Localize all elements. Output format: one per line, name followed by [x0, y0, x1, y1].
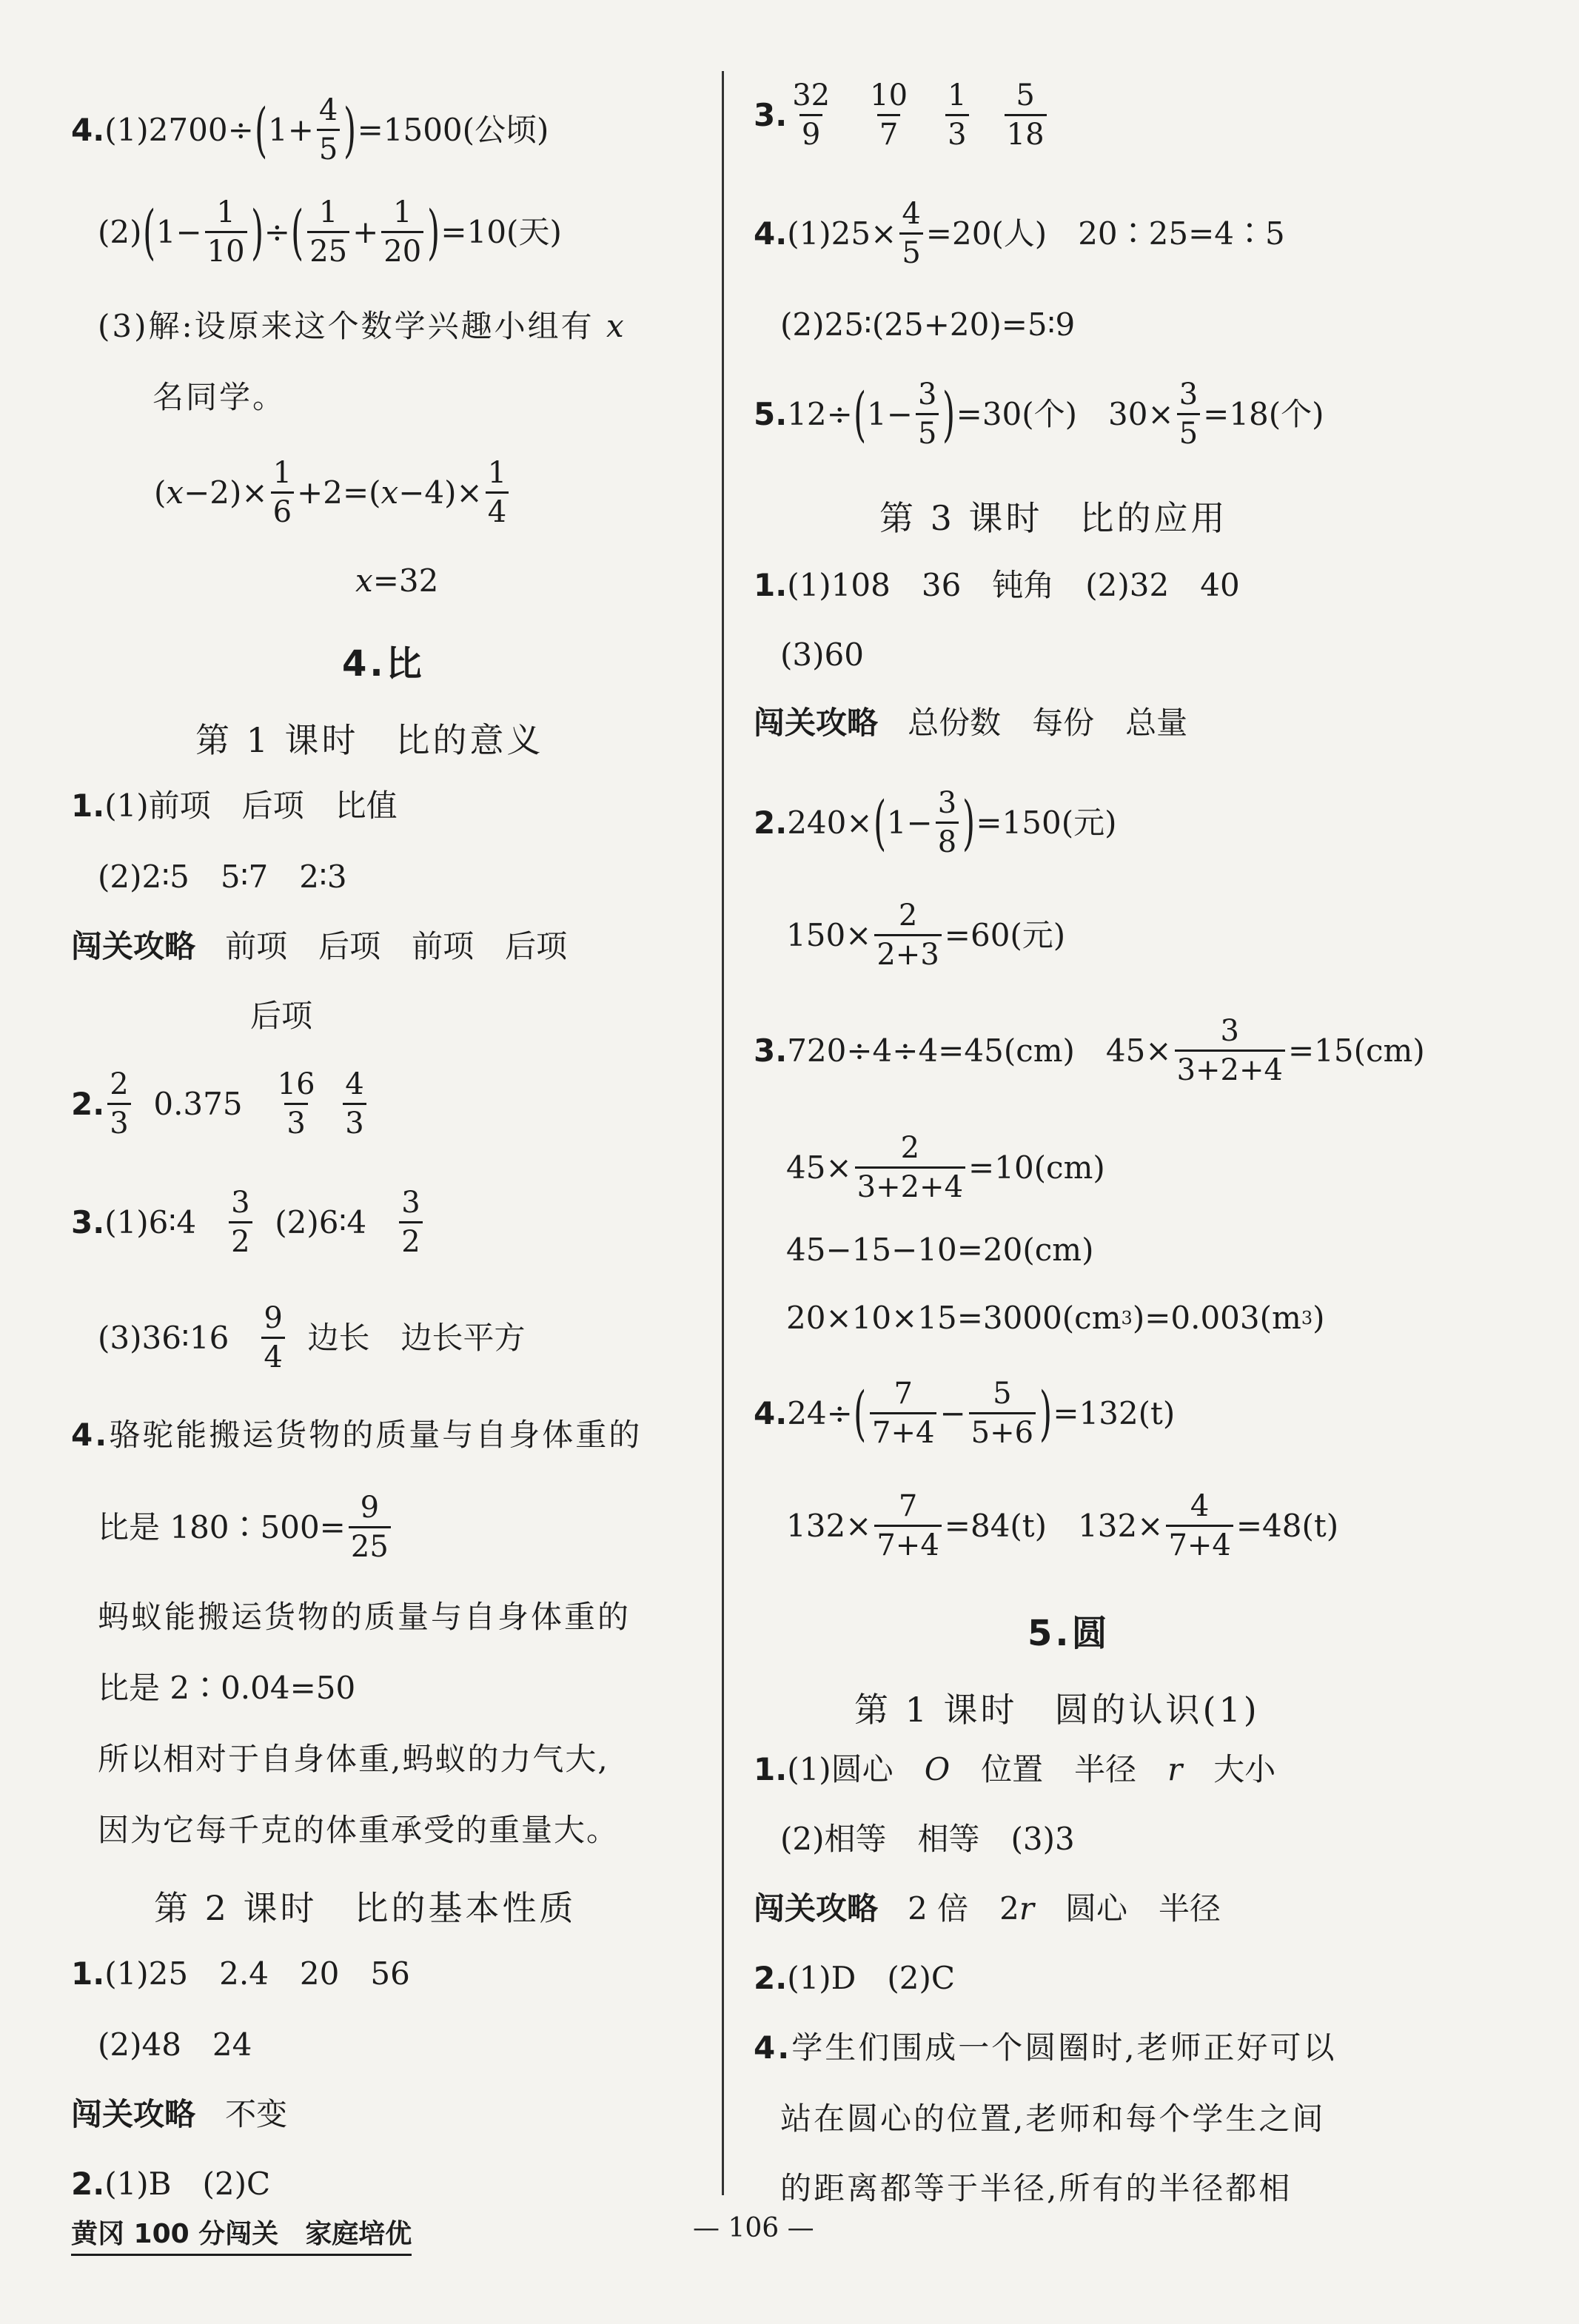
fraction: $\frac{4}{5}$ [899, 198, 922, 269]
l3-question-1-2: (3)60 [780, 637, 864, 673]
l2-question-1-2: (2)48 24 [98, 2026, 252, 2063]
fraction: $\frac{5}{5+6}$ [969, 1378, 1036, 1448]
l1-question-4-line4: 比是 2∶0.04=50 [98, 1670, 356, 1706]
fraction: 1 25 [307, 197, 349, 267]
l1-question-2: 2. 2 3 0.375 16 3 4 3 [71, 1069, 369, 1139]
fraction: 16 3 [277, 1067, 315, 1141]
l3-question-3-line4: 20×10×15=3000(cm 3 )=0.003(m 3 ) [786, 1300, 1325, 1336]
l3-question-3-line2: 45× $\frac{2}{3+2+4}$ =10(cm) [786, 1131, 1105, 1204]
l2-question-2: 2. (1)B (2)C [71, 2166, 271, 2202]
c1-question-4-line2: 站在圆心的位置,老师和每个学生之间 [780, 2100, 1326, 2137]
c1-question-4-line1: 4. 学生们围成一个圆圈时,老师正好可以 [754, 2029, 1337, 2066]
l1-question-4-line5: 所以相对于自身体重,蚂蚁的力气大, [98, 1741, 609, 1777]
answer-3: 3. 32 9 10 7 1 3 5 18 [754, 80, 1050, 150]
fraction: 5 18 [1005, 80, 1047, 150]
l3-question-3: 3. 720÷4÷4=45(cm) 45× $\frac{3}{3+2+4}$ =15(cm) [754, 1014, 1425, 1087]
c1-question-1-2: (2)相等 相等 (3)3 [780, 1821, 1075, 1857]
fraction: $\frac{3}{8}$ [936, 787, 959, 858]
l3-question-3-line3: 45−15−10=20(cm) [786, 1232, 1094, 1268]
lesson-1-title: 第 1 课时 比的意义 [195, 720, 544, 760]
lesson-3-title: 第 3 课时 比的应用 [879, 498, 1228, 538]
l1-question-4-line2: 比是 180∶500= $\frac{9}{25}$ [98, 1492, 394, 1562]
fraction: $\frac{2}{2+3}$ [874, 900, 941, 970]
equation: ( x −2)× $\frac{1}{6}$ +2=( x −4)× $\frac{1}{4}$ [154, 457, 512, 528]
lesson-2-title: 第 2 课时 比的基本性质 [154, 1888, 577, 1928]
fraction: $\frac{9}{25}$ [349, 1492, 391, 1562]
fraction: 1 3 [945, 80, 968, 150]
fraction: $\frac{1}{20}$ [381, 197, 423, 267]
fraction: 32 9 [792, 78, 831, 152]
answer-5: 5. 12÷ ( 1− $\frac{3}{5}$ ) =30(个) 30× $\frac{3}{5}$ =18(个) [754, 377, 1324, 451]
fraction: 10 7 [870, 78, 908, 152]
fraction: $\frac{3}{3+2+4}$ [1175, 1015, 1285, 1086]
answer-4: 4. (1)25× $\frac{4}{5}$ =20(人) 20∶25=4∶5 [754, 197, 1285, 270]
page-footer [71, 2213, 1522, 2257]
fraction: $\frac{4}{7+4}$ [1166, 1491, 1233, 1561]
fraction: 4 3 [343, 1069, 366, 1139]
l1-question-4-line3: 蚂蚁能搬运货物的质量与自身体重的 [98, 1599, 631, 1635]
l3-question-2-line2: 150× $\frac{2}{2+3}$ =60(元) [786, 899, 1066, 972]
l1-question-3: 3. (1)6∶4 3 2 (2)6∶4 3 2 [71, 1187, 426, 1257]
c1-question-2: 2. (1)D (2)C [754, 1960, 955, 1996]
answer-4-1: 4. (1)2700÷ ( 1+ $\frac{4}{5}$ ) =1500(公顷) [71, 93, 549, 167]
l1-question-1-2: (2)2∶5 5∶7 2∶3 [98, 859, 347, 895]
l3-question-1: 1. (1)108 36 钝角 (2)32 40 [754, 567, 1240, 603]
fraction: 9 4 [261, 1303, 284, 1373]
l1-tip-cont: 后项 [250, 998, 313, 1034]
fraction: 3 2 [229, 1187, 252, 1257]
section-title-5: 5.圆 [1027, 1613, 1110, 1654]
answer-4-2: (2)25∶(25+20)=5∶9 [780, 306, 1076, 343]
answer-4-3-line2: 名同学。 [152, 379, 286, 415]
l1-tip: 闯关攻略 前项 后项 前项 后项 [71, 928, 568, 964]
l1-question-1: 1. (1)前项 后项 比值 [71, 787, 398, 824]
l1-question-4-line6: 因为它每千克的体重承受的重量大。 [98, 1812, 620, 1848]
lesson-circle-1-title: 第 1 课时 圆的认识(1) [854, 1690, 1260, 1730]
c1-question-1: 1. (1)圆心 O 位置 半径 r 大小 [754, 1751, 1276, 1787]
l3-question-4-line2: 132× $\frac{7}{7+4}$ =84(t) 132× $\frac{4}{7+4}$ =48(t) [786, 1489, 1339, 1562]
fraction: 3 2 [399, 1187, 422, 1257]
l3-question-4: 4. 24÷ ( 7 7+4 − $\frac{5}{5+6}$ ) =132(t) [754, 1377, 1176, 1450]
fraction: $\frac{7}{7+4}$ [874, 1491, 941, 1561]
fraction: $\frac{2}{3+2+4}$ [855, 1132, 965, 1203]
answer-4-3-line1: (3)解:设原来这个数学兴趣小组有 x [98, 308, 626, 344]
page-number: — 106 — [693, 2213, 814, 2243]
fraction: $\frac{1}{6}$ [271, 457, 294, 528]
brand-label: 黄冈 100 分闯关 家庭培优 [71, 2213, 412, 2256]
fraction: $\frac{4}{5}$ [317, 95, 340, 165]
l1-question-4-line1: 4. 骆驼能搬运货物的质量与自身体重的 [71, 1417, 643, 1453]
column-divider [722, 71, 724, 2195]
l3-tip: 闯关攻略 总份数 每份 总量 [754, 705, 1188, 741]
fraction: $\frac{3}{5}$ [1177, 379, 1200, 449]
answer-4-2: (2) ( 1− $\frac{1}{10}$ ) ÷ ( 1 25 + $\frac{1}{20}$ ) =10(天) [98, 195, 562, 269]
fraction: $\frac{1}{4}$ [486, 457, 509, 528]
fraction: $\frac{1}{10}$ [205, 197, 247, 267]
fraction: $\frac{3}{5}$ [916, 379, 939, 449]
c1-tip: 闯关攻略 2 倍 2 r 圆心 半径 [754, 1890, 1221, 1927]
l2-question-1: 1. (1)25 2.4 20 56 [71, 1955, 410, 1992]
section-title-4: 4.比 [342, 643, 425, 685]
l2-tip: 闯关攻略 不变 [71, 2096, 288, 2132]
solution: x =32 [355, 562, 439, 599]
fraction: 7 7+4 [870, 1378, 936, 1448]
l3-question-2: 2. 240× ( 1− $\frac{3}{8}$ ) =150(元) [754, 786, 1117, 859]
l1-question-3-3: (3)36∶16 9 4 边长 边长平方 [98, 1301, 526, 1374]
fraction: 2 3 [107, 1069, 130, 1139]
c1-question-4-line3: 的距离都等于半径,所有的半径都相 [780, 2170, 1293, 2206]
